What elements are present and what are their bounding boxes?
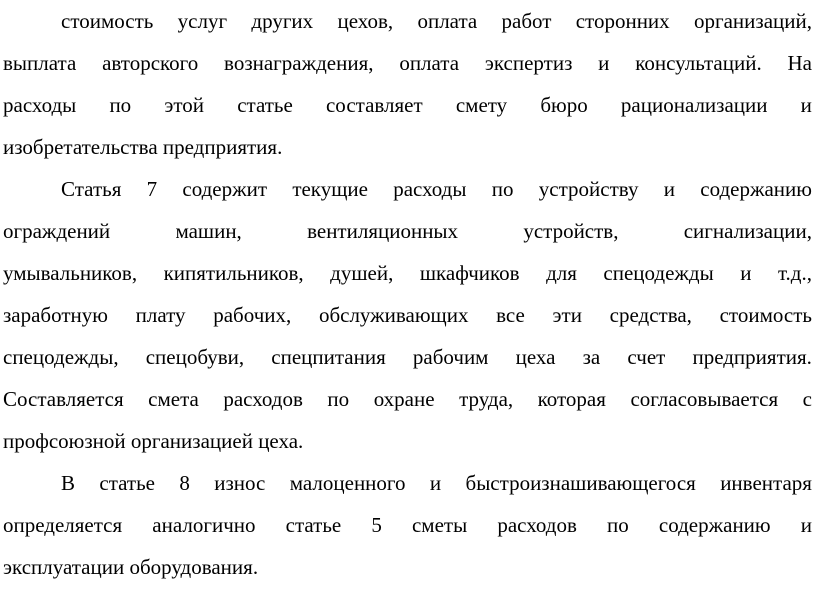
text-line bbox=[3, 378, 812, 420]
word: других bbox=[251, 9, 314, 33]
word: и bbox=[800, 513, 812, 537]
word: содержит bbox=[182, 177, 268, 201]
word: которая bbox=[537, 387, 606, 411]
document-text bbox=[3, 0, 812, 588]
text-line bbox=[3, 0, 812, 42]
word: ограждений bbox=[3, 219, 111, 243]
word: расходов bbox=[497, 513, 577, 537]
word: износ bbox=[214, 471, 266, 495]
word: расходы bbox=[3, 93, 77, 117]
word: Составляется bbox=[3, 387, 124, 411]
word: экспертиз bbox=[484, 51, 573, 75]
text-line bbox=[3, 210, 812, 252]
word: статье bbox=[99, 471, 155, 495]
word: определяется bbox=[3, 513, 123, 537]
word: и bbox=[800, 93, 812, 117]
word: 7 bbox=[146, 177, 158, 201]
word: труда, bbox=[459, 387, 514, 411]
word: 5 bbox=[371, 513, 382, 537]
text-line bbox=[3, 168, 812, 210]
word: душей, bbox=[330, 261, 394, 285]
word: текущие bbox=[292, 177, 368, 201]
word: бюро bbox=[540, 93, 588, 117]
word: консультаций. bbox=[635, 51, 762, 75]
word: сметы bbox=[411, 513, 468, 537]
text-line bbox=[3, 294, 812, 336]
word: цехов, bbox=[337, 9, 394, 33]
word: аналогично bbox=[152, 513, 256, 537]
word: статье bbox=[285, 513, 342, 537]
word: для bbox=[546, 261, 577, 285]
word: статье bbox=[237, 93, 293, 117]
word: предприятия. bbox=[692, 345, 812, 369]
text-line bbox=[3, 504, 812, 546]
word: умывальников, bbox=[3, 261, 138, 285]
word: заработную bbox=[3, 303, 108, 327]
word: расходы bbox=[393, 177, 467, 201]
word: смету bbox=[455, 93, 508, 117]
word: Статья bbox=[61, 177, 122, 201]
word: цеха bbox=[515, 345, 556, 369]
word: На bbox=[787, 51, 812, 75]
word: эти bbox=[552, 303, 582, 327]
word: все bbox=[496, 303, 525, 327]
word: по bbox=[607, 513, 629, 537]
word: с bbox=[802, 387, 812, 411]
text-line: профсоюзной организацией цеха. bbox=[3, 429, 304, 453]
word: сигнализации, bbox=[683, 219, 812, 243]
word: оплата bbox=[399, 51, 460, 75]
word: спецпитания bbox=[271, 345, 386, 369]
text-line bbox=[3, 84, 812, 126]
word: согласовывается bbox=[630, 387, 779, 411]
word: средства, bbox=[609, 303, 692, 327]
text-line: изобретательства предприятия. bbox=[3, 135, 283, 159]
word: смета bbox=[148, 387, 199, 411]
word: В bbox=[61, 471, 76, 495]
word: счет bbox=[627, 345, 666, 369]
word: авторского bbox=[102, 51, 199, 75]
word: стоимость bbox=[61, 9, 154, 33]
word: плату bbox=[135, 303, 186, 327]
word: рабочим bbox=[412, 345, 489, 369]
word: и bbox=[663, 177, 675, 201]
word: спецодежды bbox=[603, 261, 714, 285]
word: выплата bbox=[3, 51, 77, 75]
word: рабочих, bbox=[213, 303, 292, 327]
word: по bbox=[109, 93, 132, 117]
word: шкафчиков bbox=[419, 261, 520, 285]
word: быстроизнашивающегося bbox=[465, 471, 696, 495]
word: инвентаря bbox=[720, 471, 812, 495]
word: содержанию bbox=[658, 513, 771, 537]
word: расходов bbox=[223, 387, 303, 411]
word: составляет bbox=[325, 93, 423, 117]
word: спецодежды, bbox=[3, 345, 119, 369]
word: организаций, bbox=[693, 9, 812, 33]
word: сторонних bbox=[575, 9, 670, 33]
word: услуг bbox=[177, 9, 228, 33]
word: по bbox=[327, 387, 350, 411]
word: содержанию bbox=[700, 177, 812, 201]
word: 8 bbox=[179, 471, 190, 495]
word: за bbox=[582, 345, 601, 369]
word: т.д., bbox=[777, 261, 812, 285]
word: машин, bbox=[175, 219, 242, 243]
text-line bbox=[3, 42, 812, 84]
word: по bbox=[491, 177, 514, 201]
word: рационализации bbox=[620, 93, 768, 117]
word: и bbox=[740, 261, 752, 285]
word: спецобуви, bbox=[145, 345, 245, 369]
text-line: эксплуатации оборудования. bbox=[3, 555, 259, 579]
word: кипятильников, bbox=[163, 261, 304, 285]
text-line bbox=[3, 462, 812, 504]
word: этой bbox=[164, 93, 205, 117]
word: вентиляционных bbox=[307, 219, 459, 243]
text-line bbox=[3, 336, 812, 378]
word: и bbox=[429, 471, 442, 495]
word: вознаграждения, bbox=[224, 51, 374, 75]
word: малоценного bbox=[289, 471, 406, 495]
word: обслуживающих bbox=[318, 303, 469, 327]
word: устройству bbox=[538, 177, 639, 201]
text-line bbox=[3, 252, 812, 294]
word: охране bbox=[373, 387, 435, 411]
word: стоимость bbox=[719, 303, 812, 327]
word: устройств, bbox=[523, 219, 619, 243]
word: и bbox=[598, 51, 610, 75]
word: работ bbox=[501, 9, 552, 33]
word: оплата bbox=[417, 9, 478, 33]
